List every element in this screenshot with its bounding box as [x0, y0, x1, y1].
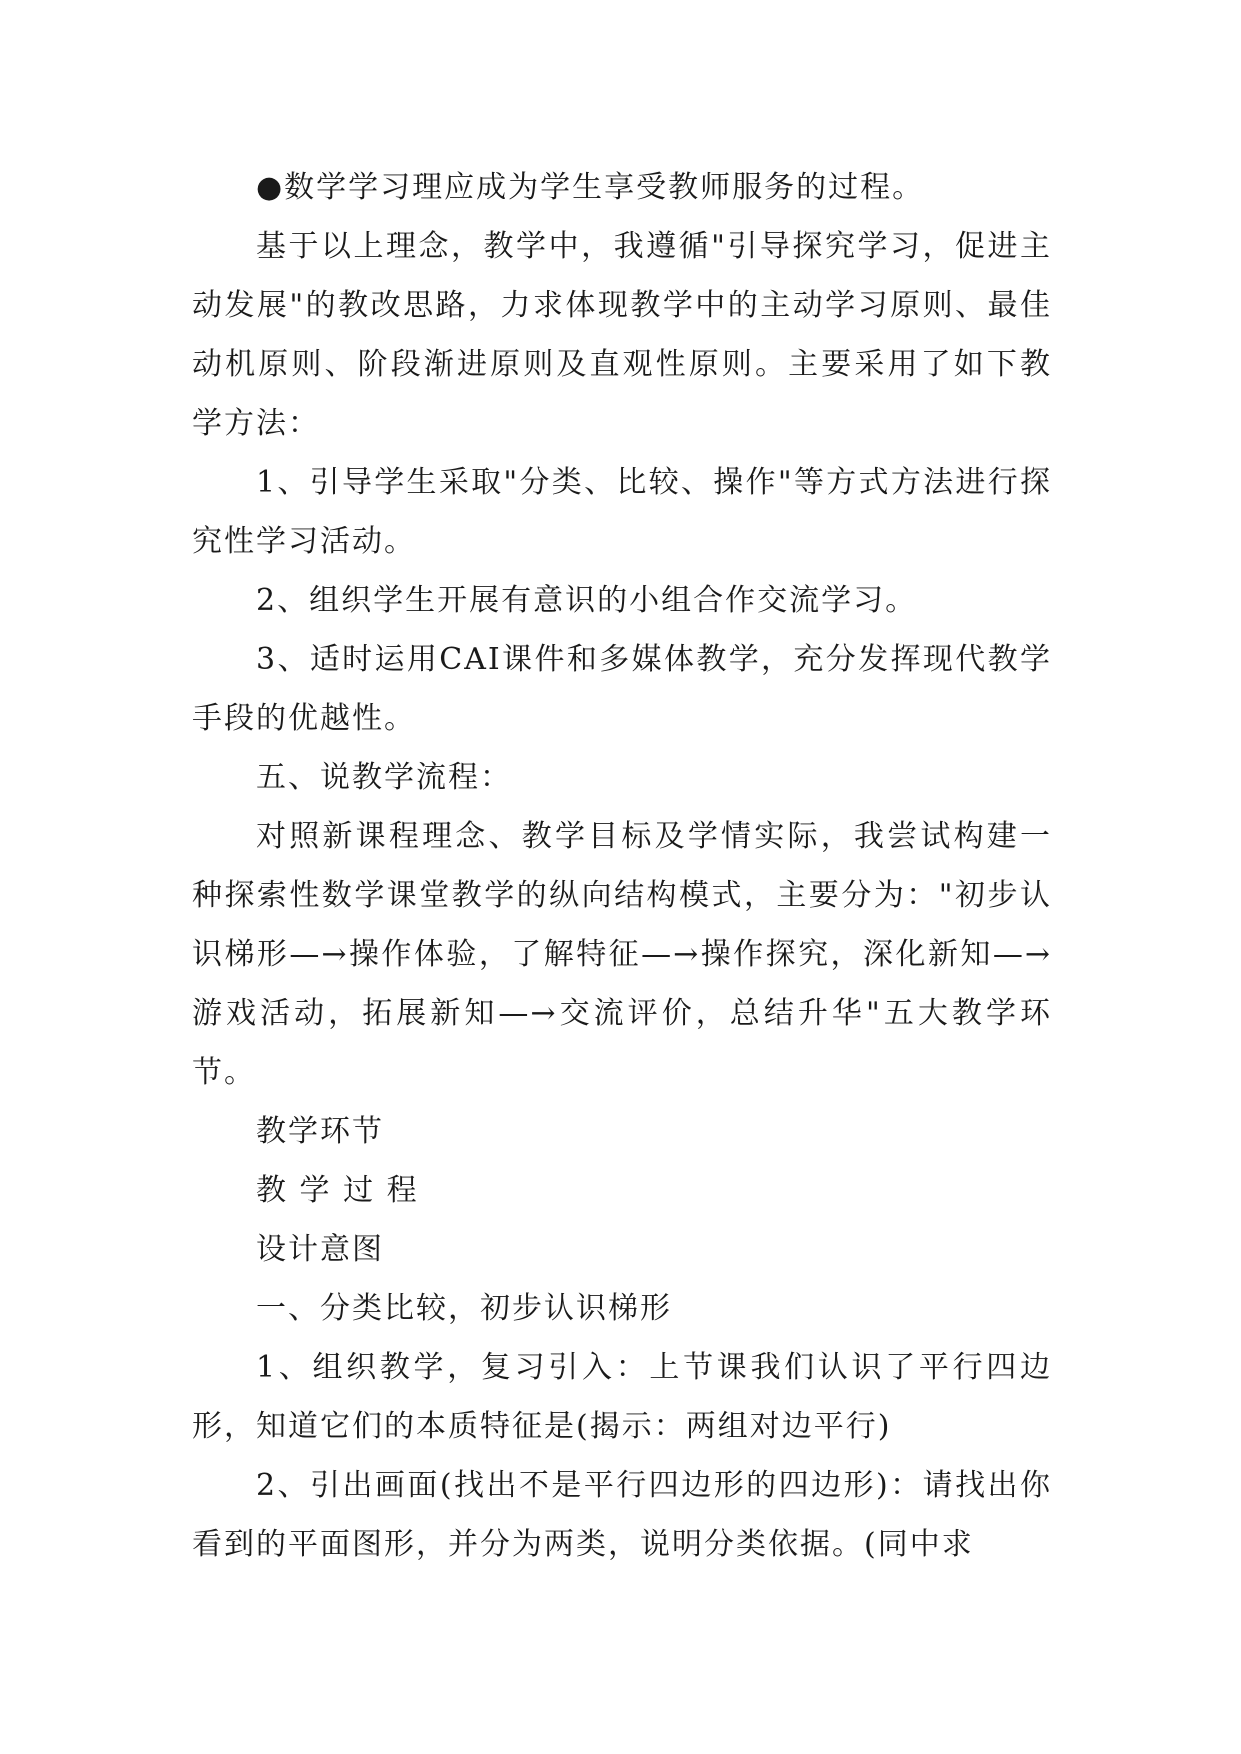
section-heading-teaching-flow: 五、说教学流程：	[256, 760, 512, 795]
paragraph-method-2: 2、组织学生开展有意识的小组合作交流学习。	[256, 583, 918, 618]
document-body	[192, 158, 1052, 1574]
paragraph-step-2: 2、引出画面(找出不是平行四边形的四边形)：请找出你看到的平面图形，并分为两类，说明分类依据。(同中求	[192, 1468, 1052, 1562]
paragraph-teaching-approach: 基于以上理念，教学中，我遵循"引导探究学习，促进主动发展"的教改思路，力求体现教学中的主动学习原则、最佳动机原则、阶段渐进原则及直观性原则。主要采用了如下教学方法：	[192, 229, 1052, 441]
paragraph-flow-description: 对照新课程理念、教学目标及学情实际，我尝试构建一种探索性数学课堂教学的纵向结构模式，主要分为："初步认识梯形—→操作体验，了解特征—→操作探究，深化新知—→游戏活动，拓展新知—→交流评价，总结升华"五大教学环节。	[192, 819, 1052, 1090]
paragraph-method-1: 1、引导学生采取"分类、比较、操作"等方式方法进行探究性学习活动。	[192, 465, 1052, 559]
paragraph-principle: ●数学学习理应成为学生享受教师服务的过程。	[256, 170, 925, 205]
table-header-stage: 教学环节	[256, 1114, 384, 1149]
paragraph-method-3: 3、适时运用CAI课件和多媒体教学，充分发挥现代教学手段的优越性。	[192, 642, 1052, 736]
paragraph-step-1: 1、组织教学，复习引入：上节课我们认识了平行四边形，知道它们的本质特征是(揭示：两组对边平行)	[192, 1350, 1052, 1444]
stage-heading-1: 一、分类比较，初步认识梯形	[256, 1291, 672, 1326]
table-header-process: 教 学 过 程	[256, 1173, 419, 1208]
table-header-intent: 设计意图	[256, 1232, 384, 1267]
